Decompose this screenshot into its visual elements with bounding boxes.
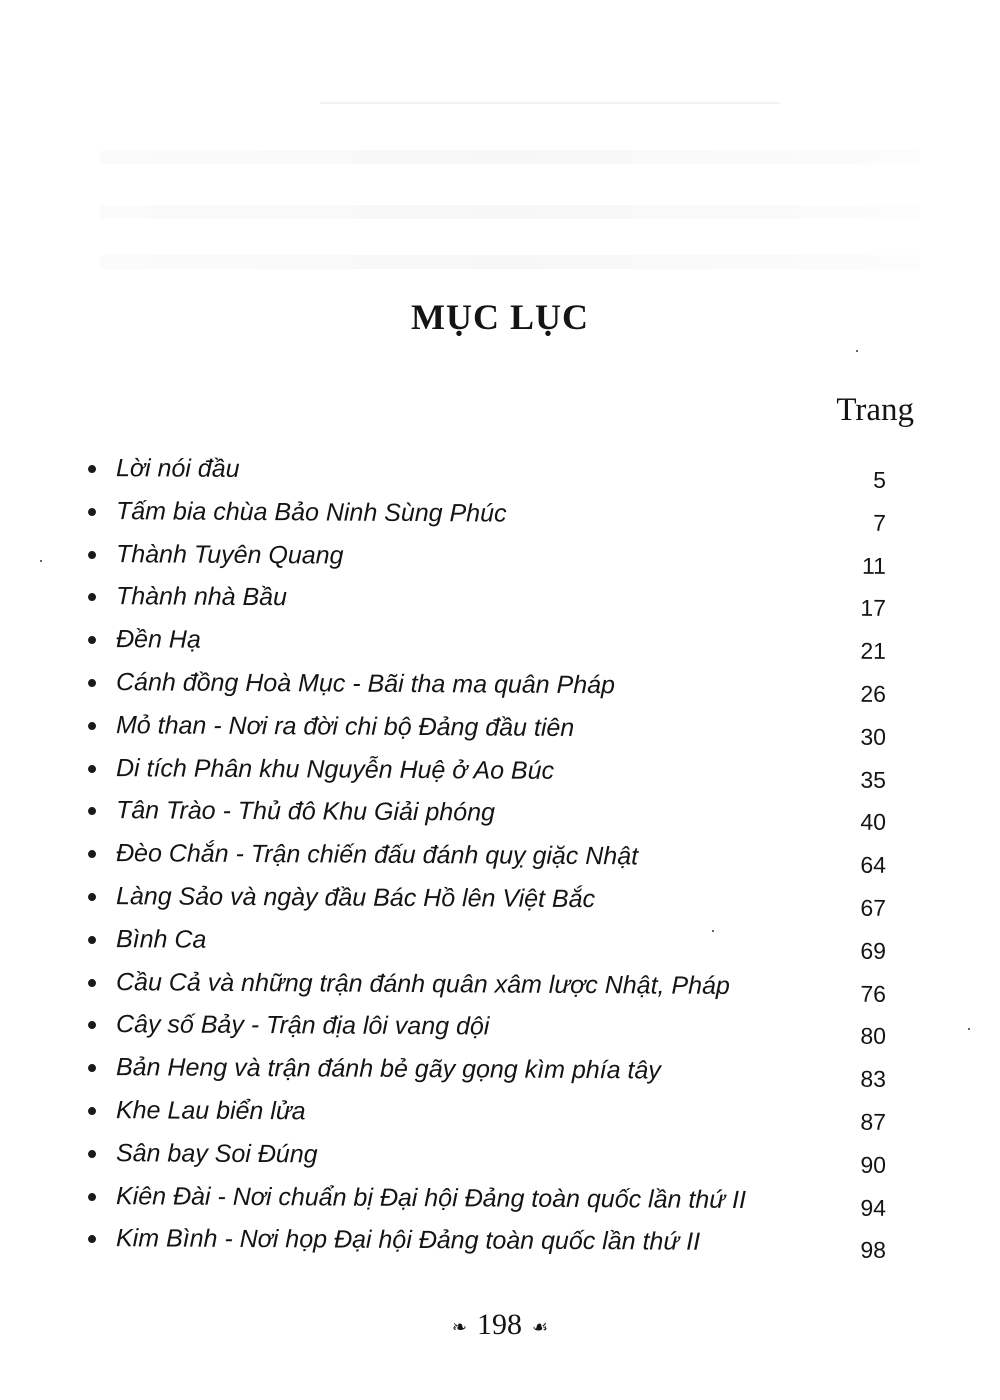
bullet-icon — [88, 807, 96, 815]
paper-speck — [856, 350, 858, 352]
list-item — [86, 538, 894, 586]
entry-page-number: 80 — [860, 1023, 887, 1050]
bleed-through-shadow — [100, 255, 920, 269]
list-item — [86, 1222, 894, 1270]
entry-title: Khe Lau biển lửa — [115, 1096, 306, 1126]
bullet-icon — [88, 1150, 96, 1158]
bullet-icon — [88, 979, 96, 987]
entry-title: Bản Heng và trận đánh bẻ gãy gọng kìm phía tây — [115, 1053, 661, 1085]
list-item — [86, 452, 894, 500]
entry-title: Cánh đồng Hoà Mục - Bãi tha ma quân Pháp — [115, 668, 616, 700]
entry-title: Làng Sảo và ngày đầu Bác Hồ lên Việt Bắc — [115, 882, 596, 914]
entry-page-number: 35 — [860, 766, 887, 793]
list-item — [86, 1008, 894, 1056]
paper-speck — [968, 1028, 970, 1030]
list-item — [86, 1051, 894, 1099]
list-item — [86, 1094, 894, 1142]
entry-page-number: 11 — [862, 552, 887, 579]
entry-page-number: 69 — [860, 937, 887, 964]
entry-title: Thành nhà Bầu — [115, 582, 288, 612]
paper-speck — [40, 560, 42, 562]
entry-title: Cầu Cả và những trận đánh quân xâm lược Nhật, Pháp — [115, 967, 730, 1000]
list-item — [86, 837, 894, 885]
bullet-icon — [88, 1064, 96, 1072]
list-item — [86, 666, 894, 714]
bullet-icon — [88, 508, 96, 516]
entry-title: Lời nói đầu — [115, 454, 240, 483]
entry-title: Tấm bia chùa Bảo Ninh Sùng Phúc — [115, 496, 507, 528]
bullet-icon — [88, 636, 96, 644]
list-item — [86, 623, 894, 671]
entry-page-number: 76 — [860, 980, 887, 1007]
entry-page-number: 83 — [860, 1065, 887, 1093]
bullet-icon — [88, 465, 96, 473]
bleed-through-shadow — [100, 150, 920, 164]
bullet-icon — [88, 551, 96, 559]
list-item — [86, 580, 894, 628]
bullet-icon — [88, 593, 96, 601]
entry-page-number: 17 — [860, 595, 887, 622]
bullet-icon — [88, 765, 96, 773]
bullet-icon — [88, 1021, 96, 1029]
entry-title: Đền Hạ — [115, 625, 201, 654]
entry-page-number: 98 — [860, 1237, 887, 1264]
bullet-icon — [88, 1193, 96, 1201]
entry-page-number: 26 — [860, 680, 887, 707]
entry-page-number: 30 — [860, 723, 887, 750]
entry-page-number: 67 — [860, 894, 887, 921]
entry-page-number: 90 — [860, 1151, 887, 1178]
bullet-icon — [88, 1107, 96, 1115]
entry-page-number: 7 — [873, 509, 887, 536]
entry-title: Cây số Bảy - Trận địa lôi vang dội — [115, 1010, 490, 1041]
entry-title: Tân Trào - Thủ đô Khu Giải phóng — [115, 796, 496, 827]
ornament-right-icon: ☙ — [531, 1316, 549, 1337]
bullet-icon — [88, 722, 96, 730]
bullet-icon — [88, 679, 96, 687]
ornament-left-icon: ❧ — [451, 1316, 467, 1337]
entry-title: Bình Ca — [115, 924, 207, 954]
page-column-header: Trang — [836, 392, 914, 428]
entry-title: Sân bay Soi Đúng — [115, 1138, 318, 1169]
entry-page-number: 40 — [860, 809, 887, 836]
list-item — [86, 495, 894, 543]
entry-title: Mỏ than - Nơi ra đời chi bộ Đảng đầu tiên — [115, 710, 575, 742]
bleed-through-line — [320, 102, 780, 104]
list-item — [86, 966, 894, 1014]
entry-title: Đèo Chắn - Trận chiến đấu đánh quỵ giặc Nhật — [115, 839, 639, 871]
list-item — [86, 794, 894, 842]
bleed-through-shadow — [100, 205, 920, 219]
list-item — [86, 1137, 894, 1185]
entry-page-number: 5 — [873, 466, 887, 493]
page-footer — [0, 1308, 1000, 1342]
bullet-icon — [88, 893, 96, 901]
entry-title: Kim Bình - Nơi họp Đại hội Đảng toàn quốc lần thứ II — [115, 1224, 701, 1257]
entry-title: Thành Tuyên Quang — [115, 539, 344, 570]
list-item — [86, 709, 894, 757]
bullet-icon — [88, 850, 96, 858]
bullet-icon — [88, 1235, 96, 1243]
list-item — [86, 923, 894, 971]
entry-page-number: 64 — [860, 851, 887, 879]
entry-title: Di tích Phân khu Nguyễn Huệ ở Ao Búc — [115, 753, 555, 785]
list-item — [86, 752, 894, 800]
entry-title: Kiên Đài - Nơi chuẩn bị Đại hội Đảng toàn quốc lần thứ II — [115, 1181, 747, 1214]
list-item — [86, 880, 894, 928]
entry-page-number: 87 — [860, 1108, 887, 1135]
list-item — [86, 1180, 894, 1228]
bullet-icon — [88, 936, 96, 944]
table-of-contents — [86, 452, 894, 1265]
page-title: MỤC LỤC — [411, 297, 589, 337]
entry-page-number: 94 — [860, 1194, 887, 1221]
page-number: 198 — [476, 1308, 522, 1341]
entry-page-number: 21 — [860, 637, 887, 665]
